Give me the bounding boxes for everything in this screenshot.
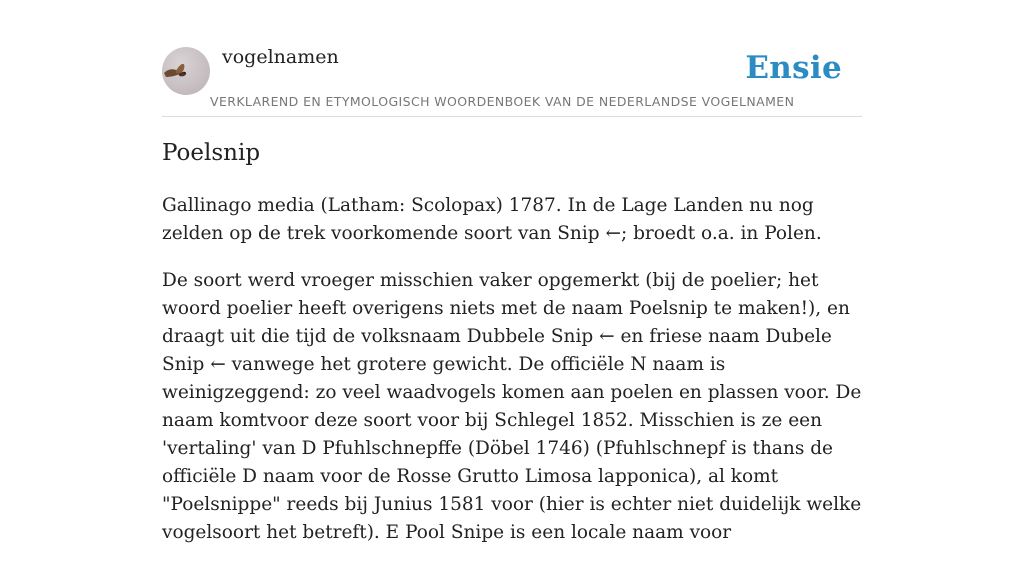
article-paragraph: Gallinago media (Latham: Scolopax) 1787. In de Lage Landen nu nog zelden op de trek voorkomende soort van Snip ←; broedt o.a. in Polen.	[162, 195, 822, 244]
site-name-link[interactable]: vogelnamen	[222, 46, 339, 68]
article-body	[162, 192, 862, 566]
bird-photo-icon[interactable]	[162, 47, 210, 95]
site-subtitle: VERKLAREND EN ETYMOLOGISCH WOORDENBOEK VAN DE NEDERLANDSE VOGELNAMEN	[210, 94, 795, 109]
article-paragraph: De soort werd vroeger misschien vaker opgemerkt (bij de poelier; het woord poelier heeft overigens niets met de naam Poelsnip te maken!), en draagt uit die tijd de volksnaam Dubbele Snip ← en friese naam Dubele Snip ← vanwege het grotere gewicht. De officiële N naam is weinigzeggend: zo veel waadvogels komen aan poelen en plassen voor. De naam komtvoor deze soort voor bij Schlegel 1852. Misschien is ze een 'vertaling' van D Pfuhlschnepffe (Döbel 1746) (Pfuhlschnepf is thans de officiële D naam voor de Rosse Grutto Limosa lapponica), al komt "Poelsnippe" reeds bij Junius 1581 voor (hier is echter niet duidelijk welke vogelsoort het betreft). E Pool Snipe is een locale naam voor	[162, 270, 862, 543]
ensie-logo-link[interactable]: Ensie	[745, 50, 842, 86]
site-header	[162, 0, 862, 117]
page-title: Poelsnip	[162, 140, 261, 166]
